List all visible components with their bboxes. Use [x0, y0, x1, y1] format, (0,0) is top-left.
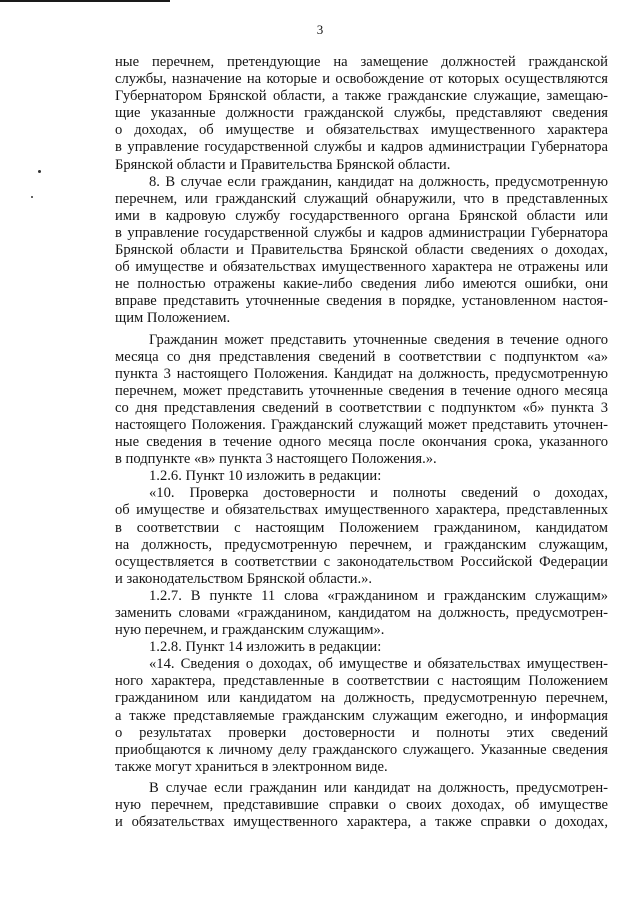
text-line: ные перечнем, претендующие на замещение должностей гражданской: [115, 54, 608, 70]
text-line: службы, назначение на которые и освобождение от которых осуществляются: [115, 71, 608, 88]
text-line: 1.2.7. В пункте 11 слова «гражданином и гражданским служащим»: [149, 587, 608, 604]
text-line: и обязательствах имущественного характера, а также справки о доходах,: [115, 814, 608, 831]
paragraph: [115, 485, 608, 588]
text-line: приобщаются к личному делу гражданского служащего. Указанные сведения: [115, 741, 608, 758]
text-line: «14. Сведения о доходах, об имуществе и обязательствах имуществен-: [149, 656, 608, 673]
text-line: заменить словами «гражданином, кандидатом на должность, предусмотрен-: [115, 605, 608, 621]
text-line: о доходах, об имуществе и обязательствах имущественного характера: [115, 122, 608, 139]
text-line: пункта 3 настоящего Положения. Кандидат на должность, предусмотренную: [115, 365, 608, 382]
text-line: ную перечнем, представившие справки о своих доходах, об имуществе: [115, 797, 608, 814]
text-line: 8. В случае если гражданин, кандидат на должность, предусмотренную: [149, 173, 608, 190]
paragraph: [115, 468, 608, 485]
text-line: Губернатором Брянской области, а также гражданские служащие, замещаю-: [115, 88, 608, 105]
paragraph: [115, 639, 608, 656]
paragraph: [115, 332, 608, 469]
text-line: гражданином или кандидатом на должность, предусмотренную перечнем,: [115, 690, 608, 707]
text-line: вправе представить уточненные сведения в порядке, установленном настоя-: [115, 293, 608, 310]
text-line: ного характера, представленные в соответствии с настоящим Положением: [115, 673, 608, 690]
text-line: перечнем, может представить уточненные сведения в течение одного месяца: [115, 382, 608, 399]
text-line: щие указанные должности гражданской службы, представляют сведения: [115, 105, 608, 122]
text-line: ими в кадровую службу государственного органа Брянской области или: [115, 207, 608, 224]
text-line: в подпункте «в» пункта 3 настоящего Положения.».: [115, 451, 437, 468]
text-line: о результатах проверки достоверности и полноты этих сведений: [115, 724, 608, 741]
text-line: и законодательством Брянской области.».: [115, 570, 373, 587]
text-line: со дня представления сведений в соответствии с подпунктом «б» пункта 3: [115, 399, 608, 416]
text-line: перечнем, или гражданский служащий обнаружили, что в представленных: [115, 190, 608, 207]
text-line: месяца со дня представления сведений в соответствии с подпунктом «а»: [115, 348, 608, 365]
text-line: об имуществе и обязательствах имущественного характера не отражены или: [115, 259, 608, 276]
paragraph: [115, 656, 608, 776]
text-line: ные сведения в течение одного месяца после окончания срока, указанного: [115, 434, 608, 451]
paragraph: [115, 588, 608, 639]
page-number: 3: [316, 22, 324, 37]
text-line: также могут храниться в электронном виде.: [115, 758, 388, 775]
text-line: а также представляемые гражданским служащим ежегодно, и информация: [115, 707, 608, 724]
text-line: на должность, предусмотренную перечнем, и гражданским служащим,: [115, 536, 608, 553]
text-line: настоящего Положения. Гражданский служащий может представить уточнен-: [115, 416, 608, 433]
text-line: в соответствии с настоящим Положением гражданином, кандидатом: [115, 519, 608, 536]
paragraph: [115, 174, 608, 328]
section-heading: 1.2.6. Пункт 10 изложить в редакции:: [149, 468, 382, 485]
text-line: щим Положением.: [115, 310, 231, 327]
text-line: В случае если гражданин или кандидат на должность, предусмотрен-: [149, 779, 608, 796]
text-line: в управление государственной службы и кадров администрации Губернатора: [115, 224, 608, 241]
text-line: Брянской области и Правительства Брянской области сведениях о доходах,: [115, 242, 608, 259]
text-line: осуществляется в соответствии с законодательством Российской Федерации: [115, 553, 608, 570]
scan-speck: [31, 196, 33, 198]
section-heading: 1.2.8. Пункт 14 изложить в редакции:: [149, 639, 382, 656]
text-line: Гражданин может представить уточненные сведения в течение одного: [149, 331, 608, 348]
text-line: ную перечнем, и гражданским служащим».: [115, 622, 385, 639]
text-line: «10. Проверка достоверности и полноты сведений о доходах,: [149, 485, 608, 502]
scan-speck: [38, 170, 41, 173]
text-line: в управление государственной службы и кадров администрации Губернатора: [115, 139, 608, 156]
text-line: Брянской области и Правительства Брянской области.: [115, 156, 451, 173]
paragraph: [115, 54, 608, 174]
paragraph: [115, 780, 608, 831]
top-rule: [0, 0, 170, 2]
document-body: [115, 54, 608, 831]
text-line: об имуществе и обязательствах имущественного характера, представленных: [115, 502, 608, 519]
text-line: не полностью отражены какие-либо сведения либо имеются ошибки, они: [115, 276, 608, 293]
